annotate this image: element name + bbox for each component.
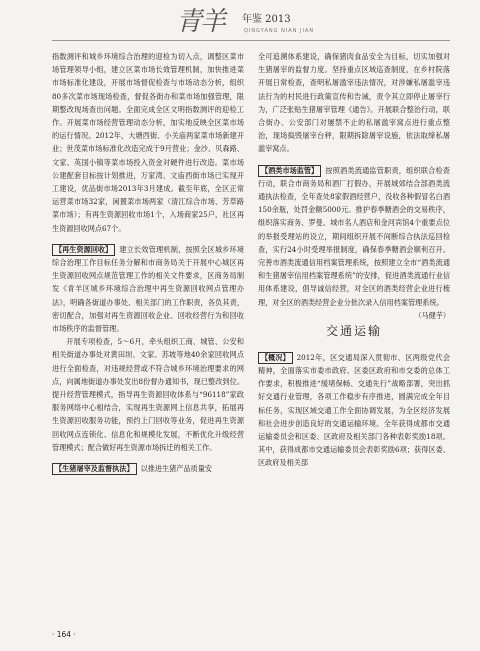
page-header (0, 0, 480, 48)
section-label: 【再生资源回收】 (52, 244, 115, 256)
right-column (258, 50, 450, 470)
section-label: 【生猪屠宰及监督执法】 (52, 463, 137, 475)
paragraph: 【概况】 2012年，区交通局深入贯彻市、区两级党代会精神，全面落实市委市政府、区委区政府和市交委的总体工作要求，积极推进“缓堵保畅、交通先行”战略部署，突出抓好交通行业管理，各项工作稳步有序推进，圆满完成全年目标任务，实现区域交通工作全面协调发展，为全区经济发展和社会进步创造良好的交通运输环境。全年获得成都市交通运输委员会和区委、区政府及相关部门各种表彰奖励18项。其中，获得成都市交通运输委员会表彰奖励6项；获得区委、区政府及相关部 (258, 352, 450, 468)
left-column (52, 50, 244, 475)
section-label: 【酒类市场监管】 (258, 165, 321, 177)
section-heading: 交通运输 (325, 323, 382, 338)
logo-subtitle: QINGYANG NIAN JIAN (244, 28, 315, 34)
paragraph: 【生猪屠宰及监督执法】 以推进生猪产品质量安 (52, 462, 244, 475)
paragraph: 开展专项检查，5～6月，牵头组织工商、城管、公安和相关街道办事处对黄田坝、文家、苏坡等地40余家回收网点进行全面检查，对违规经营或不符合城乡环境治理要求的网点，向属地街道办事处发出8份督办通知书，现已整改到位。提升经营管理模式，指导再生资源回收体系与“96118”家政服务网络中心相结合，实现再生资源网上信息共享，拓展再生资源回收服务功能，预约上门回收等业务，促进再生资源回收网点连锁化、信息化和规模化发展，不断优化升级经营管理模式；配合做好再生资源市场拆迁的相关工作。 (52, 337, 244, 452)
paragraph: 指数测评和城乡环境综合治理的迎检为切入点，调整区菜市场管理领导小组，建立区菜市场长效管理机制，加快推进菜市场标准化建设，开展市场督促检查与市场动态分析，组织80多次菜市场现场检查，督促各街办和菜市场加强管理，限期整改现场查出问题。全面完成全区文明指数测评的迎检工作。开展菜市场经营管理动态分析，加实地反映全区菜市场的运行情况。2012年，大塘西街、小关庙两家菜市场新建开业；世茂菜市场标准化改造完成于9月营业；金沙、贝森路、文家、英国小镇等菜市场投入资金对硬件进行改造。菜市场公建配套目标按计划推进，万家湾、文庙西街市场已实现开工建设，优品街市场2013年3月建成。截至年底，全区正常运营菜市场32家，闲置菜市场两家（清江综合市场、芳草路菜市场）；有再生资源回收市场1个，入场商家25户，社区再生资源回收网点67个。 (52, 52, 244, 233)
logo-title: 年鉴 2013 (242, 14, 291, 25)
paragraph: 【再生资源回收】 建立长效管理机制，按照全区城乡环境综合治理工作目标任务分解和市商务局关于开展中心城区再生资源回收网点规范管理工作的相关文件要求，区商务局制发《青羊区城乡环境综合治理中再生资源回收网点管理办法》，明确各街道办事处、相关部门的工作职责，各负其责，密切配合，加强对再生资源回收企业、回收经营行为和回收市场秩序的监督管理。 (52, 244, 244, 334)
page-number: · 164 · (52, 630, 76, 639)
logo-calligraphy: 青羊 (176, 7, 225, 37)
yearbook-logo (176, 6, 326, 40)
header-rule (52, 40, 450, 41)
paragraph: 全可追溯体系建设，确保猪肉食品安全为目标，切实加强对生猪屠宰的监督力度。坚持重点区域巡查制度，在乡村院落开展日常检查，查明私屠滥宰违法情况，对涉嫌私屠滥宰违法行为的村民进行政策宣传和告诫，责令其立即停止屠宰行为，广泛张贴生猪屠宰管理《通告》。开展联合整治行动，联合街办、公安部门对屡禁不止的私屠滥宰窝点进行重点整治，现场捣毁屠宰台秤，限期拆除屠宰设施，依法取缔私屠滥宰窝点。 (258, 52, 450, 154)
author-signature: （马健芋） (414, 310, 450, 320)
section-label: 【概况】 (258, 352, 293, 364)
paragraph: 【酒类市场监管】 按照酒类流通监管职责，组织联合检查行动，联合市商务局和酒厂打假办，开展城郊结合部酒类流通执法检查，全年查处8家假酒经营户，没收各种假冒名白酒150余瓶，处罚金额5000元。推护春季糖酒会的交易秩序，组织落实商务、罗曼、城市名人酒店和金河宾馆4个重要点位的举报受理站的设立，期间组织开展不间断综合执法巡回检查，实行24小时受理举报制度，确保春季糖酒会顺利召开。完善市酒类流通信用档案管理系统，按照建立全市“酒类流通和生猪屠宰信用档案管理系统”的安排，促进酒类流通行业信用体系建设，倡导诚信经营，对全区的酒类经营企业进行梳理，对全区的酒类经营企业分批次录入信用档案管理系统。 （马健芋） (258, 164, 450, 309)
